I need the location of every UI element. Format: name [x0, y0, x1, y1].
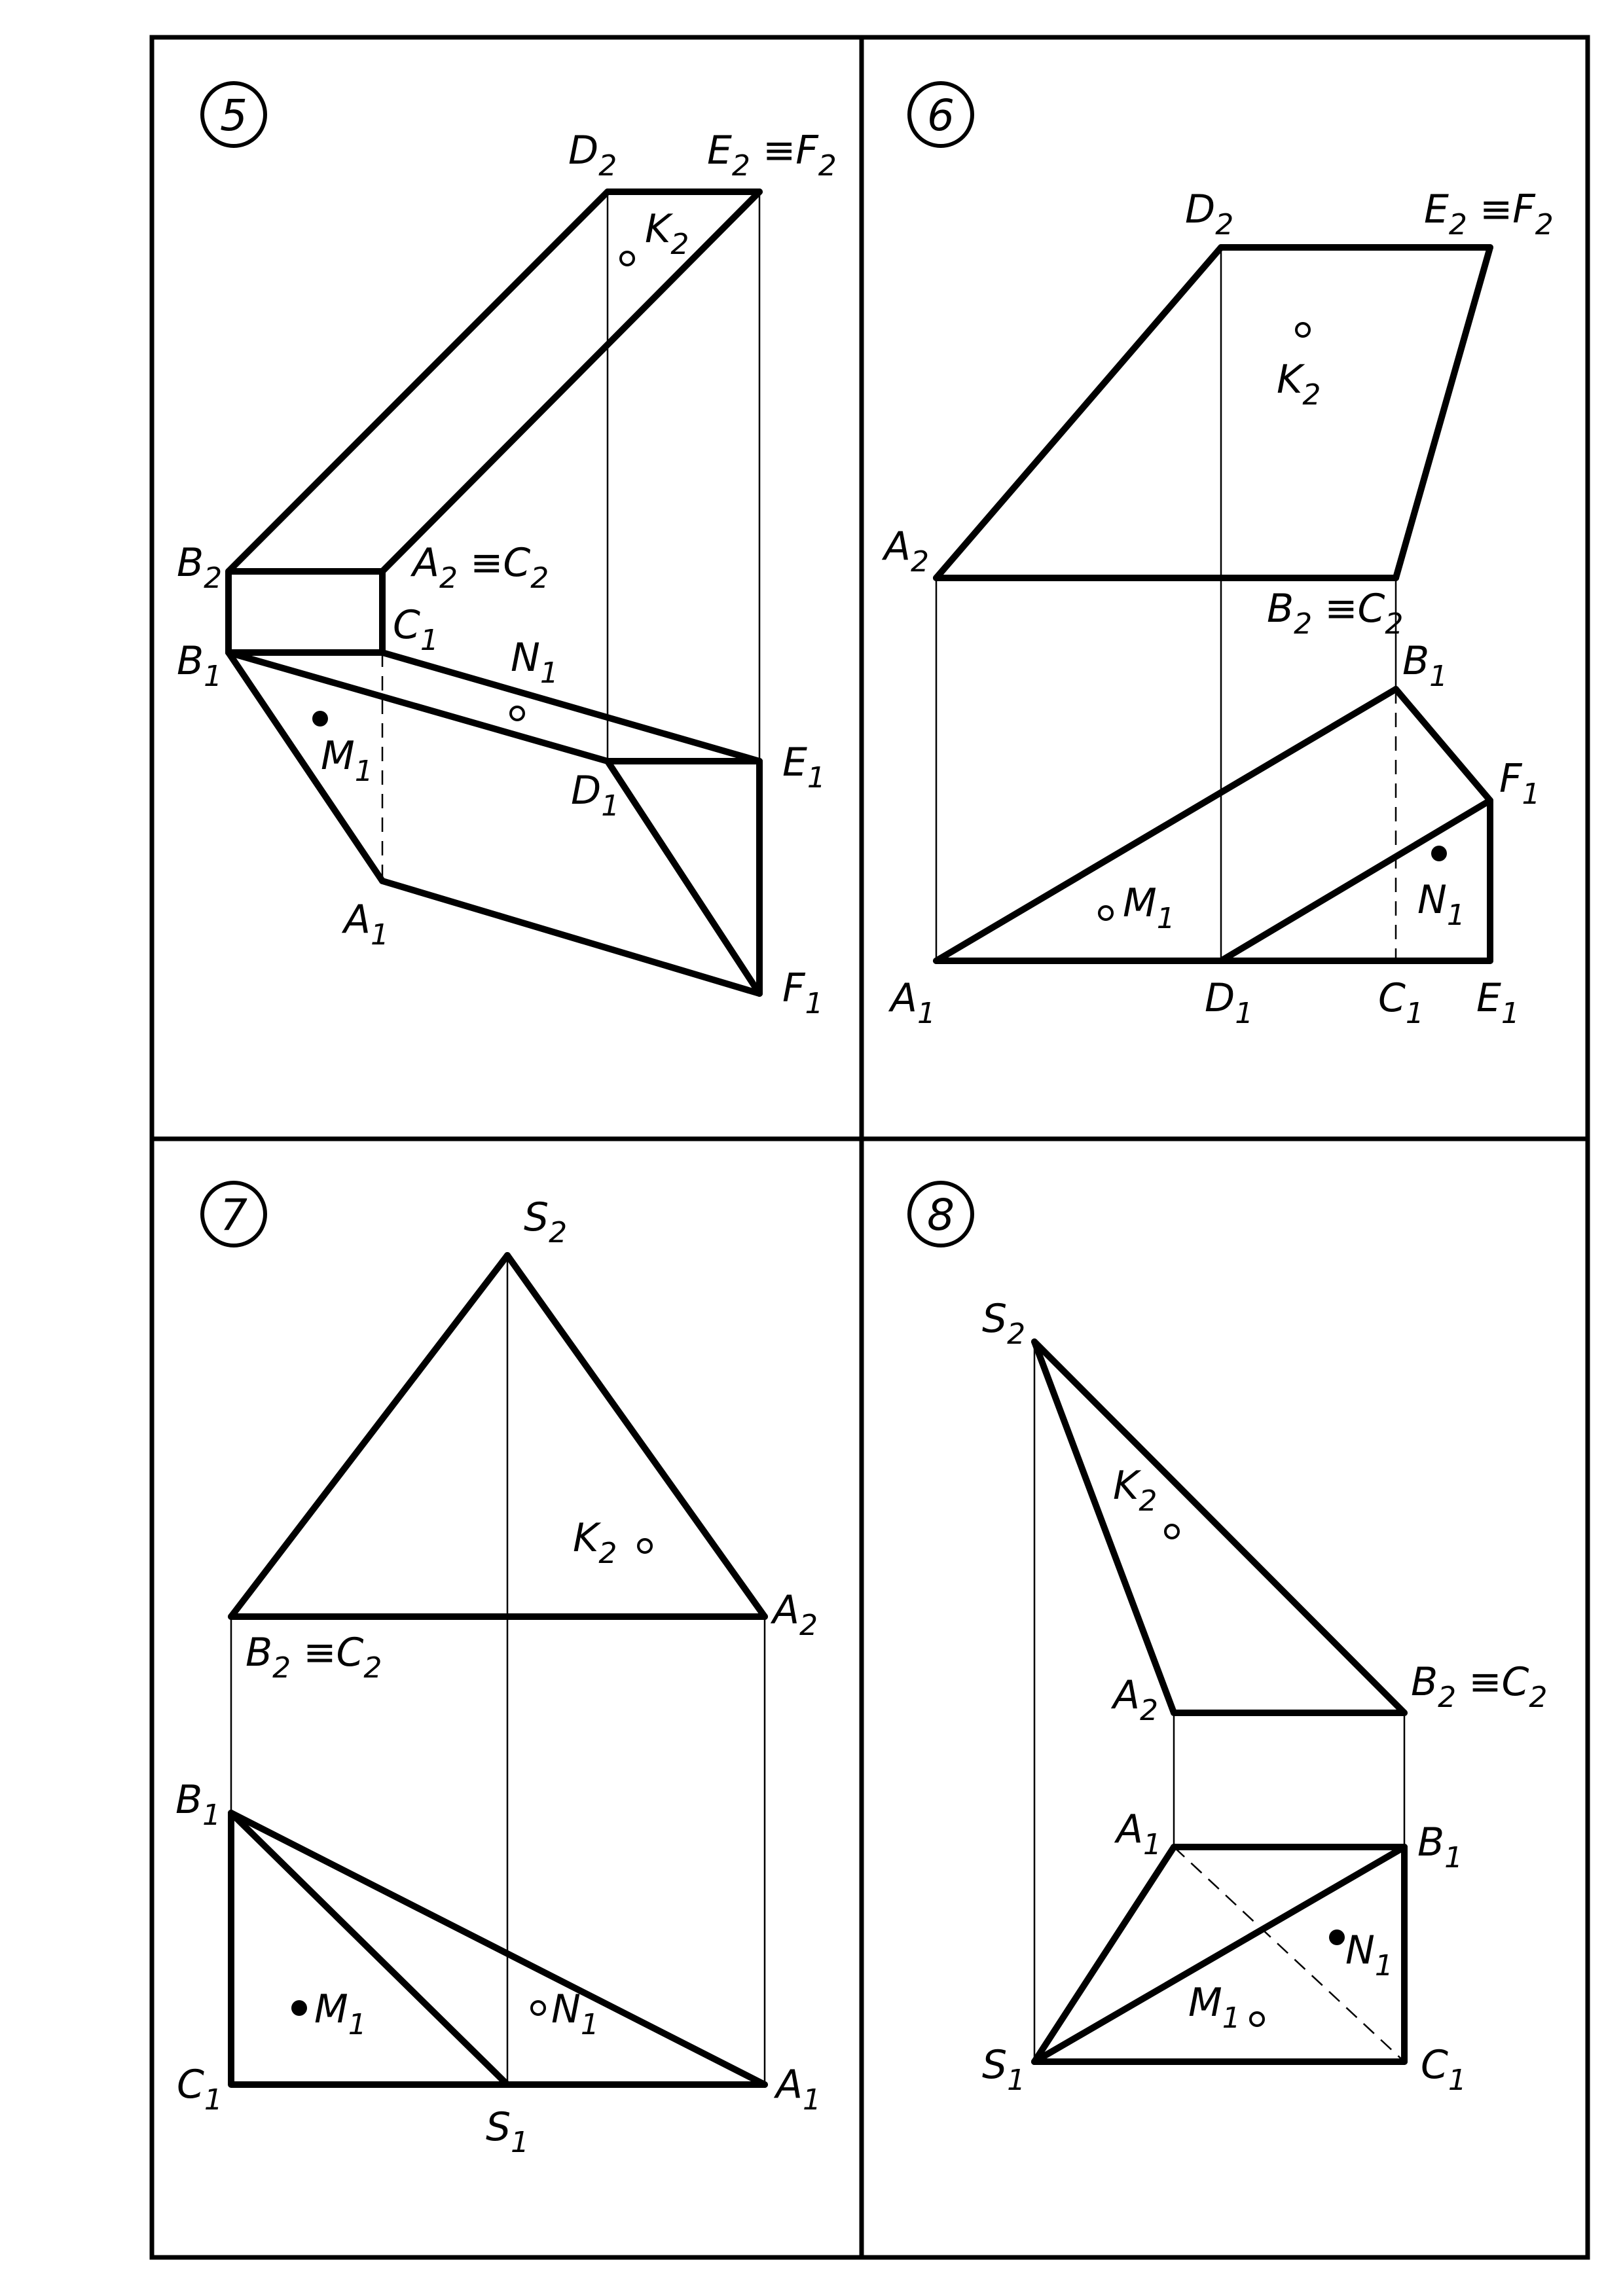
label-e1: $E_1$ — [1476, 975, 1520, 1030]
label-n1: $N_1$ — [551, 1986, 599, 2041]
label-m1: $M_1$ — [1188, 1980, 1241, 2035]
label-c1: $C_1$ — [177, 2062, 223, 2117]
label-m1: $M_1$ — [321, 733, 373, 788]
label-d1: $D_1$ — [571, 768, 620, 823]
point-m1 — [1250, 2013, 1264, 2026]
label-a2: $A_2$ — [1113, 1672, 1159, 1727]
panel-8 — [909, 1183, 1547, 2097]
panel-number: 8 — [927, 1190, 955, 1240]
label-d2: $D_2$ — [1185, 187, 1234, 242]
label-b2-c2: $B_2 \equiv C_2$ — [1267, 586, 1404, 641]
label-d1: $D_1$ — [1205, 975, 1254, 1030]
panel-5 — [177, 83, 837, 1020]
label-a1: $A_1$ — [776, 2062, 822, 2117]
label-b2-c2: $B_2 \equiv C_2$ — [246, 1630, 382, 1685]
label-b1: $B_1$ — [175, 1777, 221, 1832]
panel-number: 6 — [927, 90, 955, 141]
label-d2: $D_2$ — [568, 128, 617, 183]
label-s1: $S_1$ — [982, 2042, 1026, 2097]
label-b1: $B_1$ — [1402, 638, 1448, 693]
point-k2 — [1165, 1525, 1178, 1538]
label-k2: $K_2$ — [645, 206, 689, 261]
label-c1: $C_1$ — [1378, 975, 1424, 1030]
label-m1: $M_1$ — [314, 1986, 367, 2041]
label-k2: $K_2$ — [1277, 357, 1321, 412]
label-f1: $F_1$ — [1499, 756, 1541, 811]
label-a2: $A_2$ — [884, 524, 930, 579]
point-m1 — [291, 2000, 307, 2016]
panel-6-contour-lines — [936, 247, 1490, 961]
point-k2 — [1296, 323, 1309, 336]
label-s1: $S_1$ — [485, 2104, 530, 2159]
label-k2: $K_2$ — [573, 1515, 617, 1570]
label-e2-f2: $E_2 \equiv F_2$ — [707, 128, 837, 183]
label-a2: $A_2$ — [773, 1587, 818, 1642]
label-m1: $M_1$ — [1123, 880, 1175, 935]
label-a1: $A_1$ — [1116, 1806, 1162, 1861]
panel-number: 7 — [220, 1190, 247, 1240]
label-c1: $C_1$ — [1421, 2042, 1467, 2097]
point-n1 — [1431, 846, 1447, 861]
panel-6 — [881, 83, 1554, 1030]
panel-number: 5 — [220, 90, 247, 141]
label-f1: $F_1$ — [782, 965, 824, 1020]
label-c1: $C_1$ — [393, 602, 439, 657]
label-a1: $A_1$ — [890, 975, 936, 1030]
point-k2 — [621, 252, 634, 265]
label-e2-f2: $E_2 \equiv F_2$ — [1424, 187, 1554, 242]
label-e1: $E_1$ — [782, 740, 826, 795]
label-b2: $B_2$ — [177, 540, 223, 595]
panel-5-projection-lines — [608, 192, 759, 761]
panel-7 — [175, 1183, 821, 2159]
label-b2-c2: $B_2 \equiv C_2$ — [1411, 1659, 1548, 1714]
point-n1 — [532, 2001, 545, 2015]
label-s2: $S_2$ — [524, 1194, 568, 1249]
label-n1: $N_1$ — [1345, 1928, 1393, 1982]
panel-5-contour-lines — [228, 192, 759, 994]
label-s2: $S_2$ — [982, 1296, 1026, 1351]
label-b1: $B_1$ — [177, 638, 223, 693]
point-m1 — [312, 711, 328, 726]
label-a1: $A_1$ — [344, 897, 390, 952]
point-k2 — [638, 1539, 651, 1552]
label-a2-c2: $A_2 \equiv C_2$ — [412, 540, 549, 595]
label-b1: $B_1$ — [1417, 1820, 1463, 1874]
label-n1: $N_1$ — [1417, 877, 1465, 932]
point-n1 — [1329, 1929, 1345, 1945]
sheet-frame — [152, 37, 1588, 2257]
label-k2: $K_2$ — [1113, 1463, 1158, 1518]
label-n1: $N_1$ — [511, 635, 558, 690]
point-m1 — [1099, 906, 1112, 920]
point-n1 — [511, 707, 524, 720]
